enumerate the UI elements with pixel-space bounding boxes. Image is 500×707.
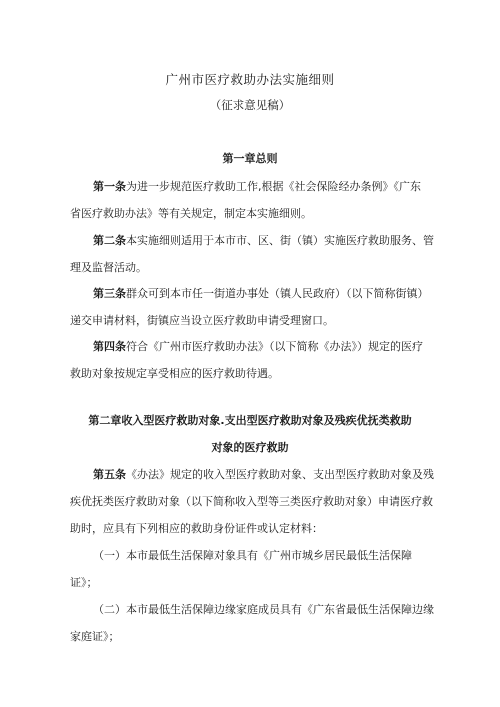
document-title: 广州市医疗救助办法实施细则: [165, 72, 335, 87]
article-3-line-2: 递交申请材料，街镇应当设立医疗救助申请受理窗口。: [70, 314, 334, 327]
article-2-line-2: 理及监督活动。: [70, 261, 147, 274]
chapter-2-heading-line-1: 第二章收入型医疗救助对象.支出型医疗救助对象及残疾优抚类救助: [88, 414, 412, 427]
article-3-text-1: 群众可到本市任一街道办事处（镇人民政府）（以下简称街镇）: [126, 287, 429, 300]
item-2-line-2: 家庭证》；: [70, 630, 120, 643]
article-2-label: 第二条: [93, 234, 126, 247]
article-1-label: 第一条: [93, 180, 126, 193]
item-1-line-1: （一）本市最低生活保障对象具有《广州市城乡居民最低生活保障: [93, 549, 412, 562]
item-1-line-2: 证》；: [70, 576, 98, 589]
article-3-line-1: [93, 285, 429, 301]
article-3-label: 第三条: [93, 287, 126, 300]
chapter-1-heading: 第一章总则: [222, 152, 278, 165]
article-1-line-1: [93, 178, 421, 194]
article-2-text-1: 本实施细则适用于本市市、区、街（镇）实施医疗救助服务、管: [126, 234, 434, 247]
article-1-line-2: 省医疗救助办法》等有关规定，制定本实施细则。: [70, 207, 312, 220]
article-5-line-1: [93, 466, 434, 482]
article-5-label: 第五条: [93, 468, 126, 481]
chapter-2-heading-line-2: 对象的医疗救助: [211, 441, 289, 454]
article-4-text-1: 符合《广州市医疗救助办法》（以下简称《办法》）规定的医疗: [126, 340, 423, 353]
article-5-line-2: 疾优抚类医疗救助对象（以下简称收入型等三类医疗救助对象）申请医疗救: [70, 495, 433, 508]
article-2-line-1: [93, 232, 434, 248]
article-1-text-1: 为进一步规范医疗救助工作,根据《社会保险经办条例》《广东: [126, 180, 421, 193]
article-4-line-1: [93, 338, 423, 354]
article-4-label: 第四条: [93, 340, 126, 353]
item-2-line-1: （二）本市最低生活保障边缘家庭成员具有《广东省最低生活保障边缘: [93, 603, 434, 616]
article-5-text-1: 《办法》规定的收入型医疗救助对象、支出型医疗救助对象及残: [126, 468, 434, 481]
article-5-line-3: 助时，应具有下列相应的救助身份证件或认定材料：: [70, 522, 323, 535]
document-subtitle: （征求意见稿）: [209, 98, 291, 112]
article-4-line-2: 救助对象按规定享受相应的医疗救助待遇。: [70, 367, 279, 380]
